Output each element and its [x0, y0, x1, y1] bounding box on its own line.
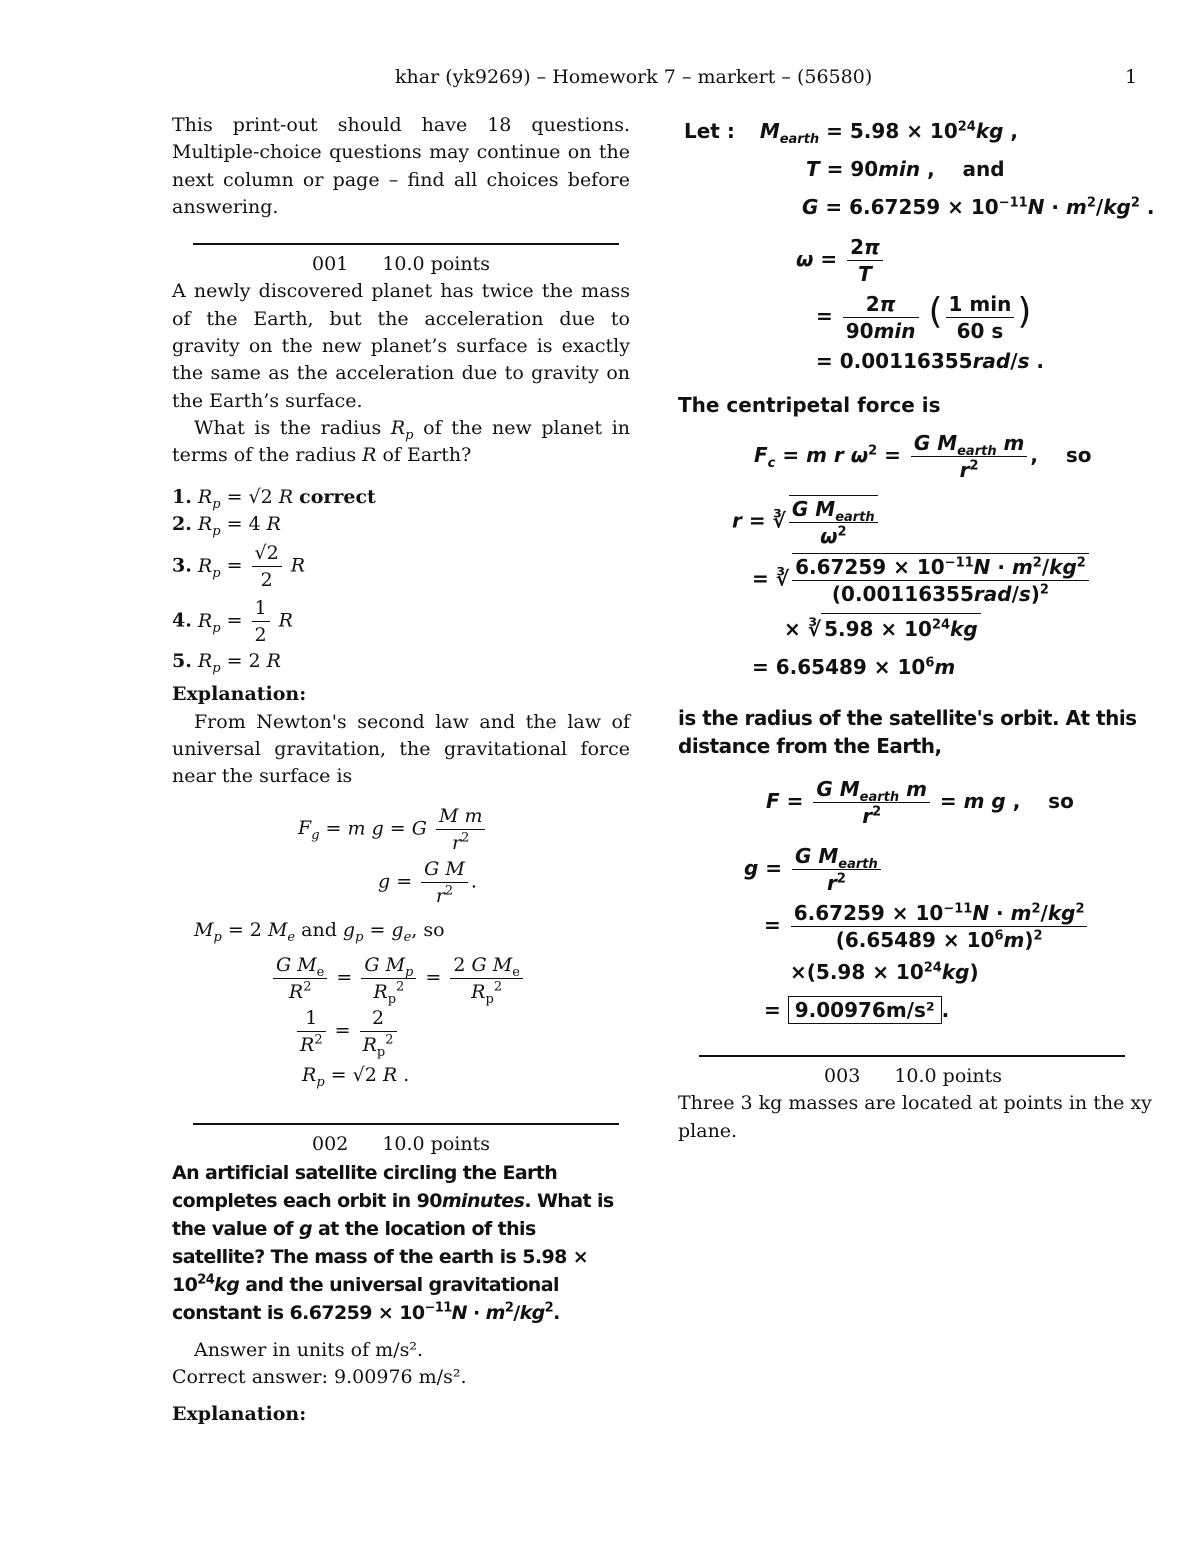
let-label: Let : — [684, 119, 735, 143]
correct-answer: Correct answer: 9.00976 m/s². — [172, 1365, 467, 1388]
explanation-label: Explanation: — [172, 683, 307, 706]
question-points: 10.0 points — [894, 1065, 1002, 1087]
explanation-condition: $M_p = 2$ $M_e$ and $g_p = g_e$, so — [194, 918, 445, 945]
question-prompt: What is the radius $R_p$ of the new planet in terms of the radius R of Earth? — [172, 416, 631, 467]
force-equation: $F_c = m$ r $\omega^2$ = $\frac{G M_{earth} m}{r^2}$ , so — [754, 431, 1092, 482]
final-answer-box: 9.00976m/s² — [788, 996, 942, 1024]
gravity-force-equation: F = $\frac{G M_{earth} m}{r^2}$ = m g , so — [766, 777, 1074, 828]
and-word: and — [962, 157, 1005, 181]
right-column — [678, 112, 1158, 1145]
omega-equation: ω = $\frac{2\pi}{T}$ = $\frac{2\pi}{90\min}$ ( $\frac{1 \min}{60 s}$ ) = 0.00116355rad/s . — [796, 235, 1045, 373]
question-text: An artificial satellite circling the Earth completes each orbit in 90minutes. What is the value of g at the location of this satellite? The mass of the earth is $5.98 \times 10^{24}kg$ and the universal gravitational constant is $6.67259 \times 10^{-11}N \cdot m^2/kg^2$. — [172, 1161, 614, 1324]
question-number: 003 — [824, 1065, 861, 1087]
page-header — [0, 66, 1200, 94]
answer-units: Answer in units of m/s². — [194, 1338, 424, 1361]
question-divider — [193, 1123, 619, 1125]
radius-equation: r = ∛ $\frac{G M_{earth}}{\omega^2}$ = ∛ $\frac{6.67259 \times 10^{-11}N \cdot m^2/kg^2}{(0.00116355rad/s)^2}$ × ∛ $5.98 \times 10^{24}kg$ = $6.65489 \times 10^6m$ — [732, 495, 1158, 682]
question-header-001 — [172, 251, 630, 278]
choice-4[interactable]: 4. $R_p$ = $\frac{1}{2}$ R — [172, 597, 293, 647]
choice-5[interactable]: 5. $R_p = 2$ R — [172, 650, 281, 676]
explanation-text: From Newton's second law and the law of universal gravitation, the gravitational force near the surface is — [172, 710, 630, 788]
question-header-002 — [172, 1131, 630, 1158]
left-column — [172, 112, 630, 1428]
explanation-label: Explanation: — [172, 1403, 307, 1426]
question-text: A newly discovered planet has twice the mass of the Earth, but the acceleration due to gravity on the new planet’s surface is exactly the same as the acceleration due to gravity on the Earth’s surface. — [172, 280, 630, 412]
question-header-003 — [668, 1063, 1158, 1090]
header-title: khar (yk9269) – Homework 7 – markert – (56580) — [395, 66, 873, 88]
question-divider — [193, 243, 619, 245]
equation-block: $F_g = m$ g = G $\frac{\text{M m}}{r^2}$ g = $\frac{\text{G M}}{r^2}$ . — [298, 803, 630, 909]
question-points: 10.0 points — [382, 1133, 490, 1156]
gravity-equation: g = $\frac{G M_{earth}}{r^2}$ = $\frac{6.67259 \times 10^{-11}N \cdot m^2/kg^2}{(6.65489 \times 10^6m)^2}$ $\times(5.98 \times 10^{24}kg)$ = 9.00976m/s² . — [744, 843, 1158, 1025]
centripetal-text: The centripetal force is — [678, 393, 941, 417]
question-number: 002 — [312, 1133, 349, 1156]
question-number: 001 — [312, 253, 349, 276]
question-text: Three 3 kg masses are located at points in the xy plane. — [678, 1092, 1152, 1142]
page-number: 1 — [1125, 66, 1138, 88]
choice-3[interactable]: 3. $R_p$ = $\frac{√2}{2}$ R — [172, 542, 306, 592]
correct-marker: correct — [299, 485, 376, 508]
radius-text: is the radius of the satellite's orbit. At this distance from the Earth, — [678, 706, 1137, 758]
intro-text: This print-out should have 18 questions. Multiple-choice questions may continue on the next column or page – find all choices before answering. — [172, 114, 630, 218]
choice-2[interactable]: 2. $R_p = 4$ R — [172, 512, 281, 539]
given-values: Let : $M_{earth} = 5.98 \times 10^{24}kg$ , T = 90min , and $G = 6.67259 \times 10^{-11}N \cdot m^2/kg^2$ . — [684, 119, 1155, 219]
question-points: 10.0 points — [382, 253, 490, 276]
equation-block: $\frac{G M_e}{R^2}$ = $\frac{G M_p}{R_p^2}$ = $\frac{2 G M_e}{R_p^2}$ $\frac{1}{R^2}$ = $\frac{2}{R_p^2}$ $R_p = √2$ R . — [270, 952, 630, 1089]
question-divider — [699, 1055, 1125, 1057]
choice-1[interactable]: 1. $R_p = √2$ R correct — [172, 485, 376, 512]
choice-list — [172, 484, 630, 676]
